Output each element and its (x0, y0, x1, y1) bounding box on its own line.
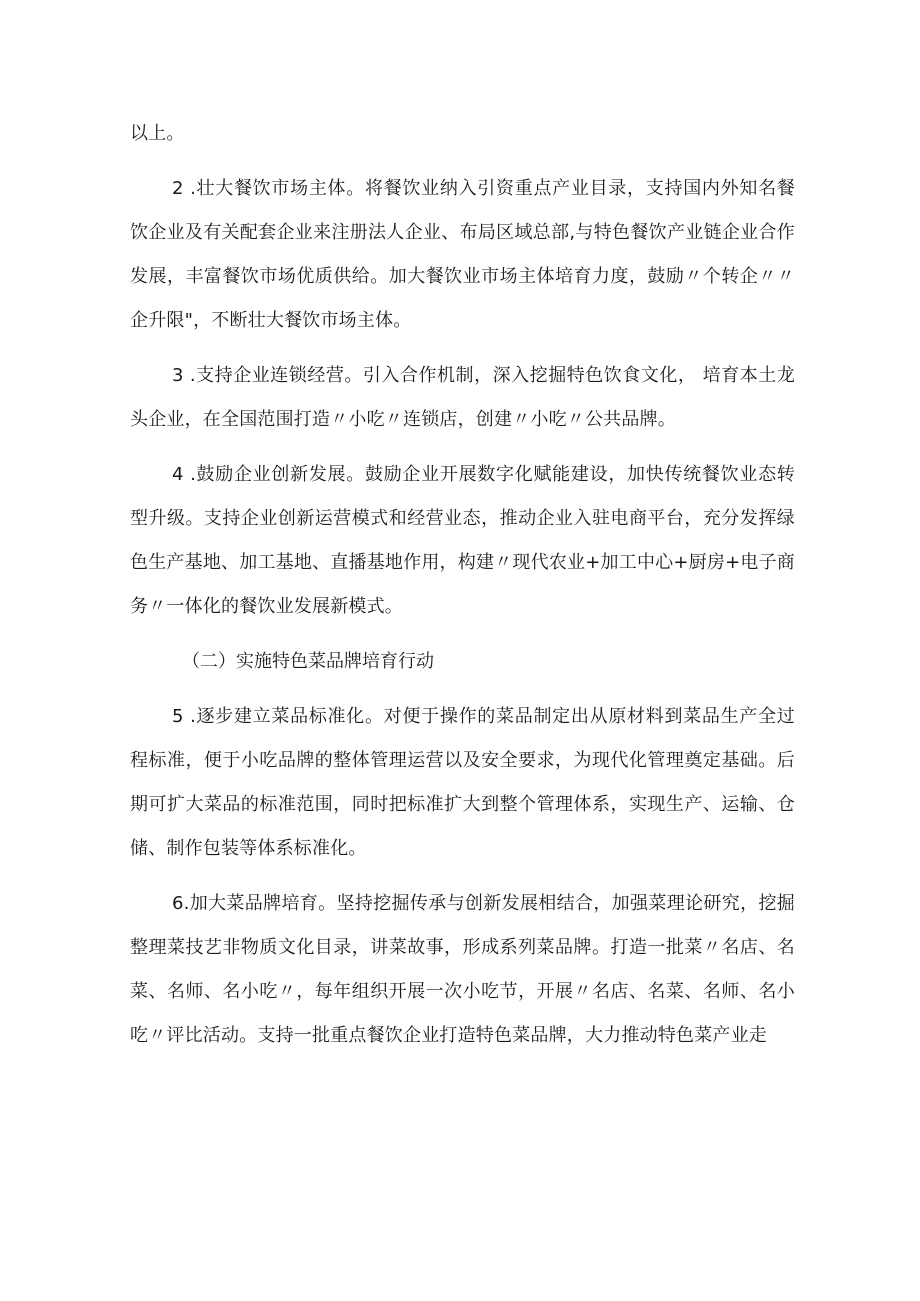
paragraph-continuation: 以上。 (130, 123, 185, 144)
paragraph-item-6: 6.加大菜品牌培育。坚持挖掘传承与创新发展相结合，加强菜理论研究，挖掘整理菜技艺非物质文化目录，讲菜故事，形成系列菜品牌。打造一批菜〃名店、名菜、名师、名小吃〃，每年组织开展一次小吃节，开展〃名店、名菜、名师、名小吃〃评比活动。支持一批重点餐饮企业打造特色菜品牌，大力推动特色菜产业走 (130, 893, 795, 1046)
section-heading: （二）实施特色菜品牌培育行动 (182, 651, 434, 672)
paragraph-item-3: 3 .支持企业连锁经营。引入合作机制，深入挖掘特色饮食文化， 培育本土龙头企业，在全国范围打造〃小吃〃连锁店，创建〃小吃〃公共品牌。 (130, 365, 795, 430)
paragraph-item-4: 4 .鼓励企业创新发展。鼓励企业开展数字化赋能建设，加快传统餐饮业态转型升级。支持企业创新运营模式和经营业态，推动企业入驻电商平台，充分发挥绿色生产基地、加工基地、直播基地作用，构建〃现代农业+加工中心+厨房+电子商务〃一体化的餐饮业发展新模式。 (130, 464, 795, 617)
paragraph-item-5: 5 .逐步建立菜品标准化。对便于操作的菜品制定出从原材料到菜品生产全过程标准，便于小吃品牌的整体管理运营以及安全要求，为现代化管理奠定基础。后期可扩大菜品的标准范围，同时把标准扩大到整个管理体系，实现生产、运输、仓储、制作包装等体系标准化。 (130, 706, 795, 859)
paragraph-item-2: 2 .壮大餐饮市场主体。将餐饮业纳入引资重点产业目录，支持国内外知名餐饮企业及有关配套企业来注册法人企业、布局区域总部,与特色餐饮产业链企业合作发展，丰富餐饮市场优质供给。加大餐饮业市场主体培育力度，鼓励〃个转企〃〃企升限"，不断壮大餐饮市场主体。 (130, 178, 795, 331)
document-body (130, 112, 795, 1058)
